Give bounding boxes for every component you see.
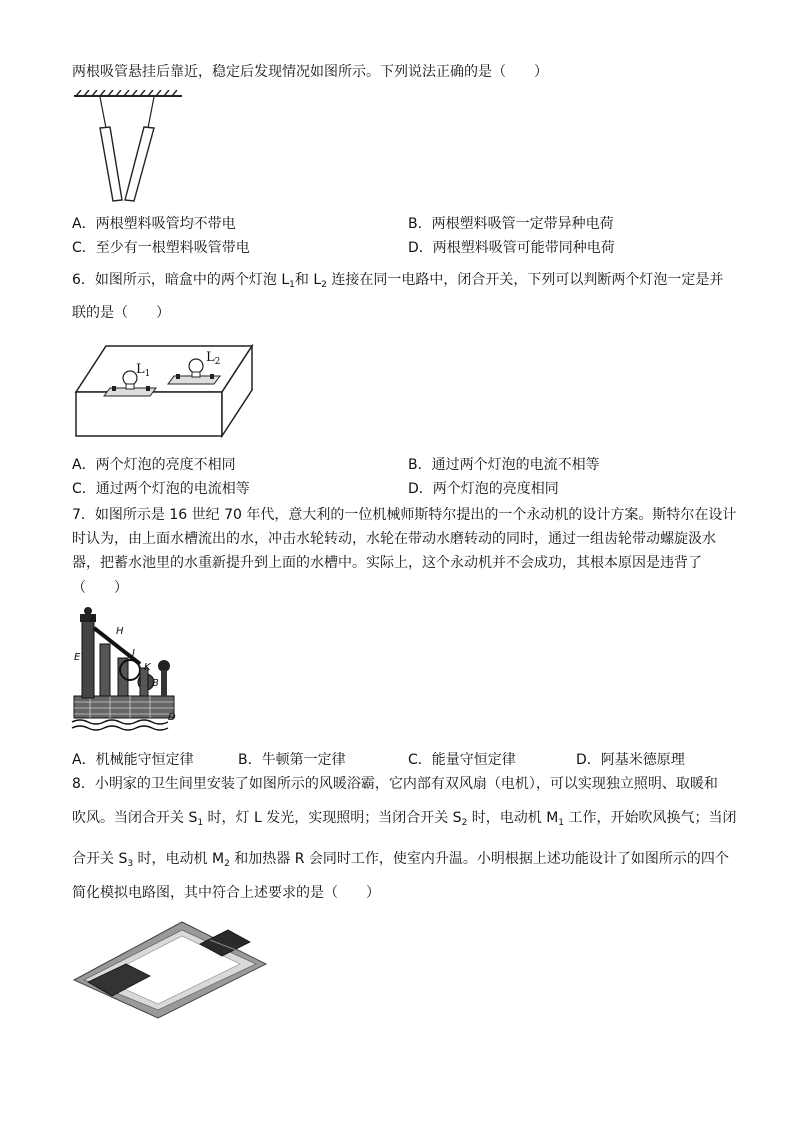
q5-option-a[interactable]: A．两根塑料吸管均不带电 [72,216,236,232]
q6-option-b[interactable]: B．通过两个灯泡的电流不相等 [408,457,600,473]
q8-stem-line3: 合开关 $S_3$ 时，电动机 $M_2$ 和加热器 R 会同时工作，使室内升温。小明根据上述功能设计了如图所示的四个 [72,851,729,869]
q6-stem-line2: 联的是（ ） [72,305,170,321]
q7-stem-line2: 时认为，由上面水槽流出的水，冲击水轮转动，水轮在带动水磨转动的同时，通过一组齿轮带动螺旋汲水 [72,531,716,547]
fig7-label-k: K [144,662,151,673]
fig7-label-b: B [152,678,159,689]
q6-option-d[interactable]: D．两个灯泡的亮度相同 [408,481,559,497]
fig7-label-a: A [90,614,97,625]
q5-option-c[interactable]: C．至少有一根塑料吸管带电 [72,240,250,256]
straws-figure [72,90,192,208]
q7-option-a[interactable]: A．机械能守恒定律 [72,752,194,768]
fig7-label-i: I [132,648,135,659]
q8-stem-line1: 8．小明家的卫生间里安装了如图所示的风暖浴霸，它内部有双风扇（电机），可以实现独立照明、取暖和 [72,776,718,792]
fig7-label-d: D [168,712,176,723]
q7-option-c[interactable]: C．能量守恒定律 [408,752,516,768]
q5-option-b[interactable]: B．两根塑料吸管一定带异种电荷 [408,216,614,232]
q6-option-a[interactable]: A．两个灯泡的亮度不相同 [72,457,236,473]
q5-stem: 两根吸管悬挂后靠近，稳定后发现情况如图所示。下列说法正确的是（ ） [72,64,548,80]
q7-stem-line4: （ ） [72,580,128,596]
label-l2: $L_2$ [206,350,221,367]
q7-option-b[interactable]: B．牛顿第一定律 [238,752,346,768]
q6-stem-line1: 6．如图所示，暗盒中的两个灯泡 $L_1$和 $L_2$ 连接在同一电路中，闭合开关，下列可以判断两个灯泡一定是并 [72,272,724,290]
q8-stem-line4: 简化模拟电路图，其中符合上述要求的是（ ） [72,885,380,901]
fig7-label-h: H [116,626,124,637]
q7-stem-line1: 7．如图所示是 16 世纪 70 年代，意大利的一位机械师斯特尔提出的一个永动机的设计方案。斯特尔在设计 [72,507,737,523]
q8-stem-line2: 吹风。当闭合开关 $S_1$ 时，灯 L 发光，实现照明；当闭合开关 $S_2$ 时，电动机 $M_1$ 工作，开始吹风换气；当闭 [72,810,737,828]
bath-heater-figure [70,916,270,1020]
q6-option-c[interactable]: C．通过两个灯泡的电流相等 [72,481,250,497]
fig7-label-e: E [74,652,81,663]
label-l1: $L_1$ [136,362,151,379]
q5-option-d[interactable]: D．两根塑料吸管可能带同种电荷 [408,240,615,256]
q7-option-d[interactable]: D．阿基米德原理 [576,752,685,768]
q7-stem-line3: 器，把蓄水池里的水重新提升到上面的水槽中。实际上，这个永动机并不会成功，其根本原因是违背了 [72,555,702,571]
perpetual-motion-figure [70,604,182,736]
bulb-box-figure [74,344,254,440]
